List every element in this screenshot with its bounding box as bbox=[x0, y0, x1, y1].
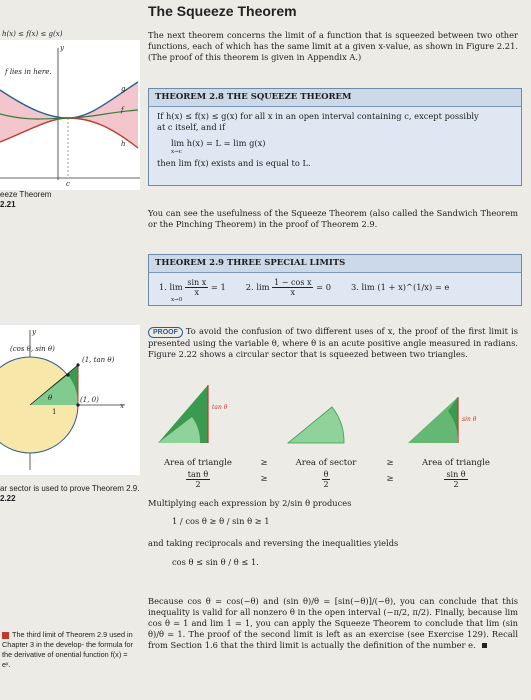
special-limits-row bbox=[149, 273, 521, 302]
v3-num: sin θ bbox=[446, 470, 466, 479]
fig21-top-label: h(x) ≤ f(x) ≤ g(x) bbox=[2, 30, 63, 38]
fig22-y-label: y bbox=[32, 328, 36, 336]
limit-1-num: sin x bbox=[187, 278, 207, 287]
left-margin bbox=[0, 0, 140, 700]
fig22-theta: θ bbox=[48, 394, 53, 402]
fig21-lies-label: f lies in here. bbox=[5, 68, 52, 76]
theorem-2-8-limit-sub: x→c bbox=[171, 149, 182, 155]
figure-2-21 bbox=[0, 40, 140, 190]
fig21-y-label: y bbox=[60, 44, 64, 52]
area-value-2 bbox=[301, 470, 351, 489]
ge-sign-2: ≥ bbox=[386, 458, 394, 468]
theorem-2-8-box bbox=[148, 88, 522, 186]
area-triangle-label-1: Area of triangle bbox=[164, 458, 232, 468]
v3-den: 2 bbox=[453, 480, 459, 489]
page-title: The Squeeze Theorem bbox=[148, 3, 297, 19]
limit-1 bbox=[159, 278, 226, 297]
theorem-2-8-conclusion: then lim f(x) exists and is equal to L. bbox=[157, 158, 311, 168]
ge-sign-4: ≥ bbox=[386, 474, 394, 484]
fig22-one: 1 bbox=[52, 408, 57, 416]
multiply-text: Multiplying each expression by 2/sin θ produces bbox=[148, 498, 352, 508]
limit-2-num: 1 − cos x bbox=[274, 278, 312, 287]
fig22-caption-text: ar sector is used to prove Theorem 2.9. bbox=[0, 484, 140, 493]
area-value-1 bbox=[173, 470, 223, 489]
theorem-2-8-line1: If h(x) ≤ f(x) ≤ g(x) for all x in an open interval containing c, except possibly bbox=[157, 111, 479, 121]
fig22-caption-num: 2.22 bbox=[0, 494, 16, 503]
limit-2-result: = 0 bbox=[316, 282, 331, 292]
fig22-p2: (1, tan θ) bbox=[82, 356, 115, 364]
sin-theta-label: sin θ bbox=[462, 416, 477, 423]
ge-sign-1: ≥ bbox=[260, 458, 268, 468]
v1-den: 2 bbox=[195, 480, 201, 489]
limit-1-den: x bbox=[194, 288, 200, 297]
limits-sub: x→0 bbox=[171, 297, 183, 303]
fig22-caption bbox=[0, 484, 139, 504]
fig21-caption-num: 2.21 bbox=[0, 200, 16, 209]
note-bullet-icon bbox=[2, 632, 9, 639]
side-note-text: The third limit of Theorem 2.9 used in Chapter 3 in the develop- the formula for the derivative of onential function f(x) = eˣ. bbox=[2, 630, 134, 669]
limit-2 bbox=[246, 278, 331, 297]
area-value-3 bbox=[431, 470, 481, 489]
inequality-2: cos θ ≤ sin θ / θ ≤ 1. bbox=[172, 557, 259, 567]
area-triangle-label-2: Area of triangle bbox=[422, 458, 490, 468]
proof-text: To avoid the confusion of two different uses of x, the proof of the first limit is presented using the variable θ, where θ is an acute positive angle measured in radians. Figure 2.22 shows a circular sector that is squeezed between two triangles. bbox=[148, 326, 518, 359]
fig21-caption bbox=[0, 190, 51, 210]
limit-1-prefix: 1. lim bbox=[159, 282, 183, 292]
limit-2-den: x bbox=[290, 288, 296, 297]
fig22-p3: (1, 0) bbox=[80, 396, 99, 404]
side-note bbox=[2, 630, 138, 670]
fig21-caption-title: eeze Theorem bbox=[0, 190, 52, 199]
main-column bbox=[148, 0, 526, 700]
fig22-p1: (cos θ, sin θ) bbox=[10, 345, 55, 353]
theorem-2-8-limit bbox=[157, 133, 513, 155]
fig21-g-label: g bbox=[121, 85, 126, 93]
theorem-2-8-limit-eq: lim h(x) = L = lim g(x) bbox=[171, 138, 266, 148]
theorem-2-8-body bbox=[149, 107, 521, 173]
reciprocal-text: and taking reciprocals and reversing the inequalities yields bbox=[148, 538, 399, 548]
inequality-1: 1 / cos θ ≥ θ / sin θ ≥ 1 bbox=[172, 516, 270, 526]
fig21-f-label: f bbox=[121, 106, 124, 114]
limit-2-fraction bbox=[272, 278, 313, 297]
limit-1-result: = 1 bbox=[210, 282, 226, 292]
theorem-2-9-box bbox=[148, 254, 522, 306]
fig21-h-label: h bbox=[121, 140, 126, 148]
theorem-2-8-line2: at c itself, and if bbox=[157, 122, 226, 132]
v1-num: tan θ bbox=[187, 470, 209, 479]
v2-num: θ bbox=[323, 470, 329, 479]
intro-paragraph: The next theorem concerns the limit of a function that is squeezed between two other functions, each of which has the same limit at a given x-value, as shown in Figure 2.21. (The proof of this theorem is given in Appendix A.) bbox=[148, 30, 518, 62]
area-sector-label: Area of sector bbox=[295, 458, 357, 468]
because-paragraph bbox=[148, 596, 518, 651]
limit-1-fraction bbox=[185, 278, 208, 297]
because-text: Because cos θ = cos(−θ) and (sin θ)/θ = [sin(−θ)]/(−θ), you can conclude that this inequality is valid for all nonzero θ in the open interval (−π/2, π/2). Finally, because lim cos θ = 1 and lim 1 = 1, you can apply the Squeeze Theorem to conclude that lim (sin θ)/θ = 1. The proof of the second limit is left as an exercise (see Exercise 129). Recall from Section 1.6 that the third limit is actually the definition of the number e. bbox=[148, 596, 518, 650]
proof-tag: PROOF bbox=[148, 327, 183, 338]
limit-2-prefix: 2. lim bbox=[245, 282, 270, 292]
limit-3: 3. lim (1 + x)^(1/x) = e bbox=[351, 282, 450, 292]
v2-den: 2 bbox=[323, 480, 329, 489]
tan-theta-label: tan θ bbox=[212, 404, 228, 411]
usefulness-paragraph: You can see the usefulness of the Squeeze Theorem (also called the Sandwich Theorem or the Pinching Theorem) in the proof of Theorem 2.9. bbox=[148, 208, 518, 229]
fig22-x-label: x bbox=[120, 402, 124, 410]
ge-sign-3: ≥ bbox=[260, 474, 268, 484]
proof-paragraph bbox=[148, 326, 518, 360]
theorem-2-9-heading: THEOREM 2.9 THREE SPECIAL LIMITS bbox=[149, 255, 521, 273]
end-of-proof-icon bbox=[482, 643, 487, 648]
fig21-c-label: c bbox=[66, 180, 70, 188]
theorem-2-8-heading: THEOREM 2.8 THE SQUEEZE THEOREM bbox=[149, 89, 521, 107]
